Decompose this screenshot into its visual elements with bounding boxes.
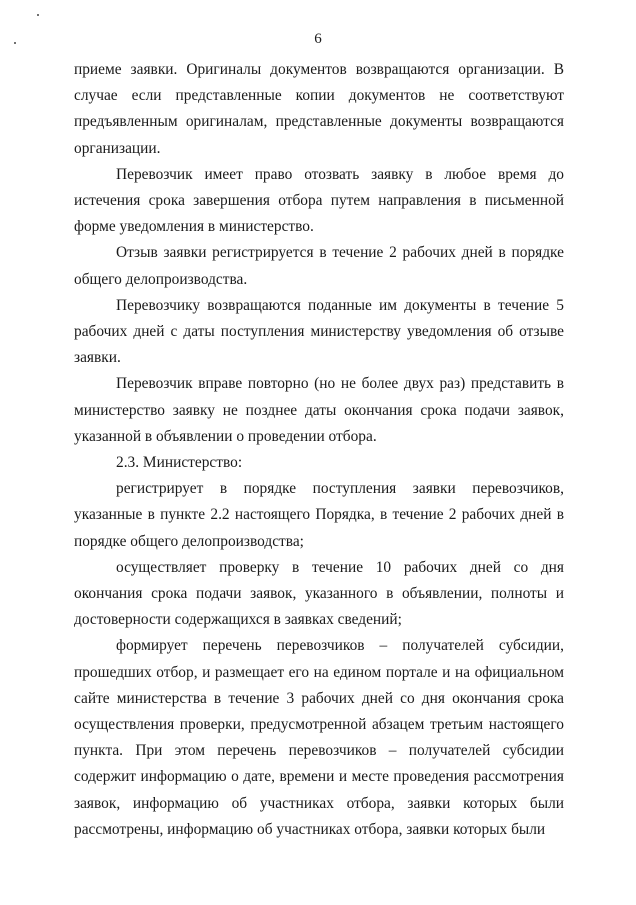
paragraph-documents-return: Перевозчику возвращаются поданные им документы в течение 5 рабочих дней с даты поступления министерству уведомления об отзыве заявки. [74,296,564,367]
body-text [74,57,564,843]
scan-speck [37,14,39,16]
paragraph-forms-list: формирует перечень перевозчиков – получателей субсидии, прошедших отбор, и размещает его на едином портале и на официальном сайте министерства в течение 3 рабочих дней со дня окончания срока осуществления проверки, предусмотренной абзацем третьим настоящего пункта. При этом перечень перевозчиков – получателей субсидии содержит информацию о дате, времени и месте проведения рассмотрения заявок, информацию об участниках отбора, заявки которых были рассмотрены, информацию об участниках отбора, заявки которых были [74,637,564,838]
paragraph-continuation: приеме заявки. Оригиналы документов возвращаются организации. В случае если представленные копии документов не соответствуют предъявленным оригиналам, представленные документы возвращаются организации. [74,61,564,157]
paragraph-verification: осуществляет проверку в течение 10 рабочих дней со дня окончания срока подачи заявок, указанного в объявлении, полноты и достоверности содержащихся в заявках сведений; [74,558,564,629]
paragraph-withdrawal-registration: Отзыв заявки регистрируется в течение 2 рабочих дней в порядке общего делопроизводства. [74,244,564,288]
section-heading-2-3: 2.3. Министерство: [116,454,243,472]
paragraph-withdrawal-right: Перевозчик имеет право отозвать заявку в любое время до истечения срока завершения отбора путем направления в письменной форме уведомления в министерство. [74,165,564,236]
paragraph-resubmission: Перевозчик вправе повторно (но не более двух раз) представить в министерство заявку не позднее даты окончания срока подачи заявок, указанной в объявлении о проведении отбора. [74,375,564,445]
paragraph-registers: регистрирует в порядке поступления заявки перевозчиков, указанные в пункте 2.2 настоящего Порядка, в течение 2 рабочих дней в порядке общего делопроизводства; [74,480,564,550]
page-number: 6 [314,31,322,47]
